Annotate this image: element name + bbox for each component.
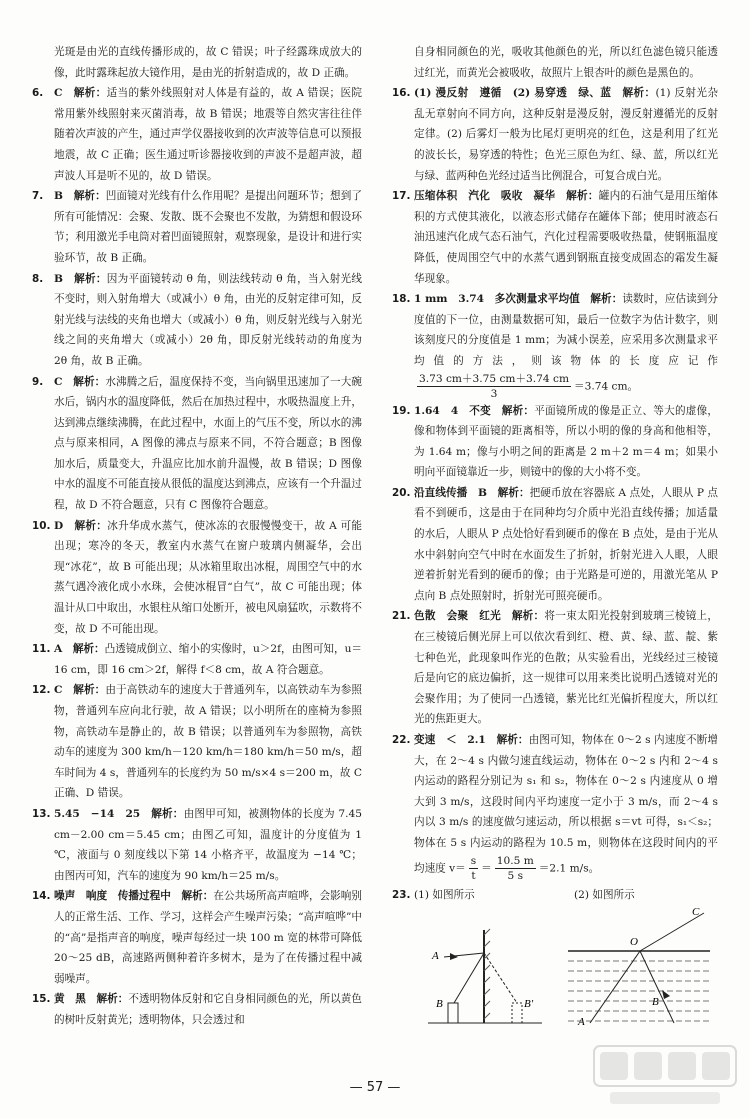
right-column [392, 42, 718, 1035]
answer-item-14 [32, 886, 362, 989]
item-answer: 色散 会聚 红光 [414, 610, 501, 623]
item-number: 13. [32, 807, 51, 820]
ray-arrow [450, 953, 458, 960]
analysis-label: 解析： [73, 684, 106, 697]
item-answer: 沿直线传播 B [414, 486, 487, 499]
answer-item-21 [392, 606, 718, 730]
item-number: 17. [392, 190, 411, 203]
item-text: 不透明物体反射和它自身相同颜色的光，所以黄色的树叶反射黄光；透明物体，只会透过和 [54, 993, 363, 1026]
reflected-ray-oa [590, 951, 640, 1023]
diagram-caption-1: (1) 如图所示 [414, 888, 475, 901]
label-a: A [578, 1015, 585, 1028]
speed-fraction [469, 854, 478, 883]
item-text: 水沸腾之后，温度保持不变，当向锅里迅速加了一大碗水后，锅内水的温度降低，然后在加热过程中，水吸热温度上升，达到沸点继续沸腾，在此过程中，水面上的气压不变，所以水的沸点与原来相同，A 图像的沸点与原来不同，不符合题意；B 图像加水后，质量变大，升温应比加水前升温慢，故 B 错误；D 图像中水的温度不可能直接从很低的温度达到沸点，应该有一个升温过程，故 D 不符合题意，只有 C 图像符合题意。 [54, 375, 363, 512]
fraction-numerator: s [470, 854, 477, 867]
analysis-label: 解析： [151, 807, 184, 820]
fraction-numerator: 3.73 cm＋3.75 cm＋3.74 cm [419, 372, 569, 385]
item-answer: C [54, 87, 63, 100]
analysis-label: 解析： [511, 610, 545, 623]
item-answer: 黄 黑 [54, 993, 86, 1006]
fraction-numerator: 10.5 m [496, 854, 534, 867]
item-answer: 压缩体积 汽化 吸收 凝华 [414, 190, 556, 203]
label-c: C [692, 905, 700, 918]
item-text: 凹面镜对光线有什么作用呢？是提出问题环节；想到了所有可能情况：会聚、发散、既不会聚也不发散，为猜想和假设环节；利用激光手电筒对着凹面镜照射，观察现象，是设计和进行实验环节，故 B 正确。 [54, 190, 363, 264]
answer-item-22: 22. 变速 ＜ 2.1 解析：由图可知，物体在 0～2 s 内速度不断增大，在 2～4 s 内做匀速直线运动，物体在 0～2 s 内和 2～4 s 内运动的路程分别记为 s₁ 和 s₂，物体在 0～2 s 内速度从 0 增大到 3 m/s，这段时间内平均速度一定小于 3 m/s，而 2～4 s 内以 3 m/s 的速度做匀速运动，所以根据 s＝vt 可得，s₁＜s₂；物体在 5 s 内运动的路程为 10.5 m，则物体在这段时间内的平均速度 v＝ $\frac{s}{t}$ ＝ $\frac{10.5 m}{5 s}$ ＝2.1 m/s。 [392, 730, 718, 883]
item-number: 18. [392, 293, 411, 306]
item-answer: C [54, 684, 63, 697]
answer-item-19 [392, 401, 718, 483]
answer-item-8 [32, 269, 362, 372]
item-text: 平面镜所成的像是正立、等大的虚像，像和物体到平面镜的距离相等，所以小明的像的身高和他相等，为 1.64 m；像与小明之间的距离是 2 m＋2 m＝4 m；如果小明向平面镜靠近一步，则镜中的像的大小将不变。 [414, 404, 719, 479]
average-fraction [417, 372, 571, 401]
item-text: 凸透镜成倒立、缩小的实像时，u＞2f，由图可知，u＝16 cm，即 16 cm＞2f，解得 f＜8 cm，故 A 符合题意。 [54, 643, 363, 676]
analysis-label: 解析： [74, 519, 108, 532]
analysis-label: 解析： [73, 190, 106, 203]
analysis-label: 解析： [72, 643, 105, 656]
item-text: 由图可知，物体在 0～2 s 内速度不断增大，在 2～4 s 内做匀速直线运动，物体在 0～2 s 内和 2～4 s 内运动的路程分别记为 s₁ 和 s₂，物体在 0～2 s 内速度从 0 增大到 3 m/s，这段时间内平均速度一定小于 3 m/s，而 2～4 s 内以 3 m/s 的速度做匀速运动，所以根据 s＝vt 可得，s₁＜s₂；物体在 5 s 内运动的路程为 10.5 m，则物体在这段时间内的平均速度 v＝ [414, 734, 718, 875]
label-b: B [652, 995, 659, 1008]
analysis-label: 解析： [73, 87, 107, 100]
water-lines [568, 961, 710, 1021]
item-number: 23. [392, 888, 411, 901]
item-text: 适当的紫外线照射对人体是有益的，故 A 错误；医院常用紫外线照射来灭菌消毒，故 B 错误；地震等自然灾害往往伴随着次声波的产生，通过声学仪器接收到的次声波等信息可以预报地震，故 C 正确；医生通过听诊器接收到的声波不是超声波，超声波人耳是听不见的，故 D 错误。 [54, 87, 363, 182]
item-number: 7. [32, 190, 44, 203]
analysis-label: 解析： [497, 486, 530, 499]
refracted-ray-ob [640, 951, 674, 1023]
item-number: 16. [392, 87, 411, 100]
item-text: 冰升华成水蒸气，使冰冻的衣服慢慢变干，故 A 可能出现；寒冷的冬天，教室内水蒸气在窗户玻璃内侧凝华，会出现“冰花”，故 B 可能出现；从冰箱里取出冰棍，周围空气中的水蒸气遇冷液化成小水珠，会使冰棍冒“白气”，故 C 可能出现；体温计从口中取出，水银柱从缩口处断开，被电风扇猛吹，示数将不变，故 D 不可能出现。 [54, 519, 363, 635]
item-number: 6. [32, 87, 44, 100]
fraction-denominator: 5 s [507, 869, 524, 882]
item-text: (1) 反射光杂乱无章射向不同方向，这种反射是漫反射，漫反射遵循光的反射定律。(2) 后雾灯一般为比尾灯更明亮的红色，这是利用了红光的波长长，易穿透的特性；色光三原色为红、绿、蓝，所以红光与绿、蓝两种色光经过适当比例混合，可复合成白光。 [414, 87, 719, 182]
item-answer: B [54, 190, 63, 203]
object-b [448, 1003, 458, 1023]
item-answer: C [54, 375, 63, 388]
answer-item-9 [32, 372, 362, 516]
diagram-row [414, 885, 718, 1035]
analysis-label: 解析： [501, 404, 535, 417]
answer-item-17 [392, 186, 718, 289]
analysis-label: 解析： [566, 190, 599, 203]
item-number: 9. [32, 375, 44, 388]
answer-item-6 [32, 83, 362, 186]
item-text: 将一束太阳光投射到玻璃三棱镜上，在三棱镜后侧光屏上可以依次看到红、橙、黄、绿、蓝、靛、紫七种色光，此现象叫作光的色散；从实验看出，光线经过三棱镜后是向它的底边偏折，这一规律可以用来类比说明凸透镜对光的会聚作用；为了使同一凸透镜，紫光比红光偏折程度大，所以红光的焦距更大。 [414, 610, 719, 726]
continuation-text: 光斑是由光的直线传播形成的，故 C 错误；叶子经露珠成放大的像，此时露珠起放大镜作用，是由光的折射造成的，故 D 正确。 [54, 46, 362, 79]
label-b-prime: B′ [524, 997, 534, 1010]
left-column [32, 42, 362, 1031]
analysis-label: 解析： [590, 293, 623, 306]
item-number: 19. [392, 404, 411, 417]
item-answer: 噪声 响度 传播过程中 [54, 890, 171, 903]
item-text: 因为平面镜转动 θ 角，则法线转动 θ 角，当入射光线不变时，则入射角增大（或减小）θ 角，由光的反射定律可知，反射光线与法线的夹角也增大（或减小）θ 角，则反射光线与入射光线之间的夹角增大（或减小）2θ 角，即反射光线转动的角度为 2θ 角，故 B 正确。 [54, 272, 363, 367]
analysis-label: 解析： [73, 375, 106, 388]
analysis-label: 解析： [96, 993, 129, 1006]
item-number: 20. [392, 486, 411, 499]
item-answer: 1 mm 3.74 多次测量求平均值 [414, 293, 580, 306]
item-number: 8. [32, 272, 44, 285]
item-number: 12. [32, 684, 51, 697]
incident-ray [454, 953, 484, 1003]
formula-result: ＝2.1 m/s。 [538, 862, 600, 875]
answer-item-13 [32, 804, 362, 886]
answer-item-18 [392, 289, 718, 400]
label-a: A [432, 949, 439, 962]
item-number: 21. [392, 610, 411, 623]
answer-item-11 [32, 639, 362, 680]
item-number: 11. [32, 643, 51, 656]
label-o: O [630, 935, 638, 948]
item-number: 14. [32, 890, 51, 903]
answer-item-20 [392, 483, 718, 607]
item-text: 由于高铁动车的速度大于普通列车，以高铁动车为参照物，普通列车应向北行驶，故 A 错误；以小明所在的座椅为参照物，高铁动车是静止的，故 B 错误；以普通列车为参照物，高铁动车的速度为 300 km/h－120 km/h＝180 km/h＝50 m/s，超车时间为 4 s，普通列车的长度约为 50 m/s×4 s＝200 m，故 C 正确、D 错误。 [54, 684, 363, 800]
item-answer: 5.45 −14 25 [54, 807, 141, 820]
item-number: 15. [32, 993, 51, 1006]
formula-result: ＝3.74 cm。 [574, 380, 639, 392]
value-fraction [495, 854, 536, 883]
answer-item-23 [392, 885, 718, 1035]
item-number: 22. [392, 734, 411, 746]
page-number: — 57 — [349, 1080, 401, 1095]
incident-ray-co [640, 913, 704, 951]
answer-item-10 [32, 516, 362, 640]
item-answer: 变速 ＜ 2.1 [414, 734, 486, 746]
fraction-denominator: 3 [490, 387, 498, 400]
analysis-label: 解析： [181, 890, 214, 903]
diagram-caption-2: (2) 如图所示 [574, 888, 635, 901]
answer-item-16 [392, 83, 718, 186]
item-text: 由图甲可知，被测物体的长度为 7.45 cm－2.00 cm＝5.45 cm；由图乙可知，温度计的分度值为 1 ℃，液面与 0 刻度线以下第 14 小格齐平，故温度为 −14 ℃；由图丙可知，汽车的速度为 90 km/h＝25 m/s。 [54, 807, 362, 882]
answer-item-15 [32, 989, 362, 1030]
watermark-logo [590, 1040, 740, 1110]
item-number: 10. [32, 519, 51, 532]
analysis-label: 解析： [496, 734, 529, 746]
refraction-diagram [564, 903, 714, 1028]
fraction-denominator: t [471, 869, 476, 882]
answer-item-12 [32, 680, 362, 804]
mirror-reflection-diagram [422, 915, 547, 1025]
continuation-text: 自身相同颜色的光，吸收其他颜色的光，所以红色滤色镜只能透过红光，而黄光会被吸收，故照片上银杏叶的颜色是黑色的。 [414, 46, 718, 79]
answer-item-7 [32, 186, 362, 268]
analysis-label: 解析： [74, 272, 107, 285]
item-answer: (1) 漫反射 遵循 (2) 易穿透 绿、蓝 [414, 87, 612, 100]
item-answer: A [54, 643, 63, 656]
label-b: B [436, 997, 443, 1010]
item-text: 把硬币放在容器底 A 点处，人眼从 P 点看不到硬币，这是由于在同种均匀介质中光沿直线传播；加适量的水后，人眼从 P 点处恰好看到硬币的像在 B 点处，是由于光从水中斜射向空气中时在水面发生了折射，折射光进入人眼，人眼逆着折射光看到的硬币的像；由于光路是可逆的，用激光笔从 P 点向 B 点处照射时，折射光可照亮硬币。 [414, 486, 718, 602]
analysis-label: 解析： [622, 87, 656, 100]
image-b-prime [512, 1003, 522, 1023]
item-text: 读数时，应估读到分度值的下一位，由测量数据可知，最后一位数字为估计数字，则该刻度尺的分度值是 1 mm；为减小误差，应采用多次测量求平均值的方法，则该物体的长度应记作 [414, 293, 719, 367]
item-text: 罐内的石油气是用压缩体积的方式使其液化，以液态形式储存在罐体下部；使用时液态石油迅速汽化成气态石油气，汽化过程需要吸收热量，使钢瓶温度降低，使周围空气中的水蒸气遇到钢瓶直接变成固态的霜发生凝华现象。 [414, 190, 719, 285]
item-answer: 1.64 4 不变 [414, 404, 491, 417]
item-answer: D [54, 519, 64, 532]
item-text: 在公共场所高声喧哗，会影响别人的正常生活、工作、学习，这样会产生噪声污染；“高声喧哗”中的“高”是指声音的响度，噪声每经过一块 100 m 宽的林带可降低 20～25 dB，高速路两侧种着许多树木，是为了在传播过程中减弱噪声。 [54, 890, 363, 985]
item-answer: B [54, 272, 63, 285]
